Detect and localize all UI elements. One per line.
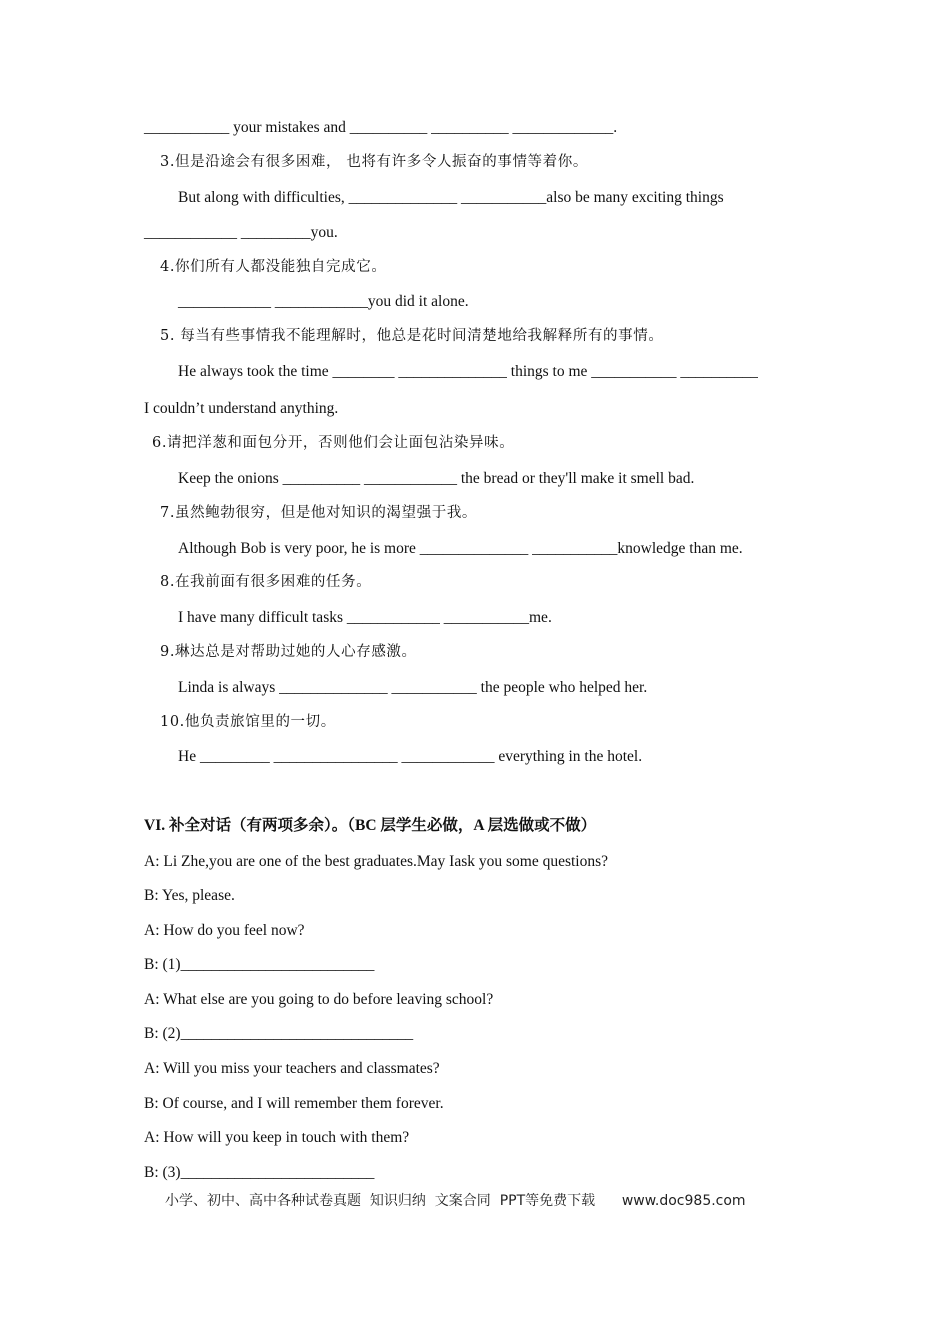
exercise-line: ___________ your mistakes and __________ __________ _____________.: [144, 119, 618, 136]
question-chinese: 5. 每当有些事情我不能理解时，他总是花时间清楚地给我解释所有的事情。: [160, 328, 664, 344]
dialogue-line: B: (1)_________________________: [144, 956, 375, 973]
question-english: ____________ ____________you did it alone.: [178, 293, 469, 310]
dialogue-line: A: How do you feel now?: [144, 922, 305, 939]
question-chinese: 7.虽然鲍勃很穷，但是他对知识的渴望强于我。: [160, 505, 478, 521]
question-english: He always took the time ________ ______________ things to me ___________ __________: [178, 363, 758, 380]
question-english: ____________ _________you.: [144, 224, 338, 241]
dialogue-line: B: Yes, please.: [144, 887, 235, 904]
question-english: I couldn’t understand anything.: [144, 400, 339, 417]
question-english: I have many difficult tasks ____________ ___________me.: [178, 609, 552, 626]
dialogue-line: A: Will you miss your teachers and classmates?: [144, 1060, 440, 1077]
question-chinese: 10.他负责旅馆里的一切。: [160, 714, 336, 730]
question-chinese: 3.但是沿途会有很多困难， 也将有许多令人振奋的事情等着你。: [160, 154, 588, 170]
question-chinese: 9.琳达总是对帮助过她的人心存感激。: [160, 644, 417, 660]
dialogue-line: B: Of course, and I will remember them forever.: [144, 1095, 444, 1112]
page-footer: 小学、初中、高中各种试卷真题 知识归纳 文案合同 PPT等免费下载 www.doc985.com: [165, 1193, 746, 1209]
question-english: Keep the onions __________ ____________ the bread or they'll make it smell bad.: [178, 470, 695, 487]
dialogue-line: A: What else are you going to do before leaving school?: [144, 991, 494, 1008]
dialogue-line: B: (3)_________________________: [144, 1164, 375, 1181]
question-english: Linda is always ______________ ___________ the people who helped her.: [178, 679, 648, 696]
dialogue-line: B: (2)______________________________: [144, 1025, 414, 1042]
section-heading: VI. 补全对话（有两项多余）。（BC 层学生必做，A 层选做或不做）: [144, 817, 597, 834]
question-chinese: 8.在我前面有很多困难的任务。: [160, 574, 372, 590]
question-english: Although Bob is very poor, he is more ______________ ___________knowledge than me.: [178, 540, 743, 557]
question-chinese: 4.你们所有人都没能独自完成它。: [160, 259, 387, 275]
question-chinese: 6.请把洋葱和面包分开，否则他们会让面包沾染异味。: [152, 435, 515, 451]
question-english: He _________ ________________ ____________ everything in the hotel.: [178, 748, 643, 765]
dialogue-line: A: Li Zhe,you are one of the best graduates.May Iask you some questions?: [144, 853, 609, 870]
dialogue-line: A: How will you keep in touch with them?: [144, 1129, 410, 1146]
question-english: But along with difficulties, ______________ ___________also be many exciting things: [178, 189, 724, 206]
